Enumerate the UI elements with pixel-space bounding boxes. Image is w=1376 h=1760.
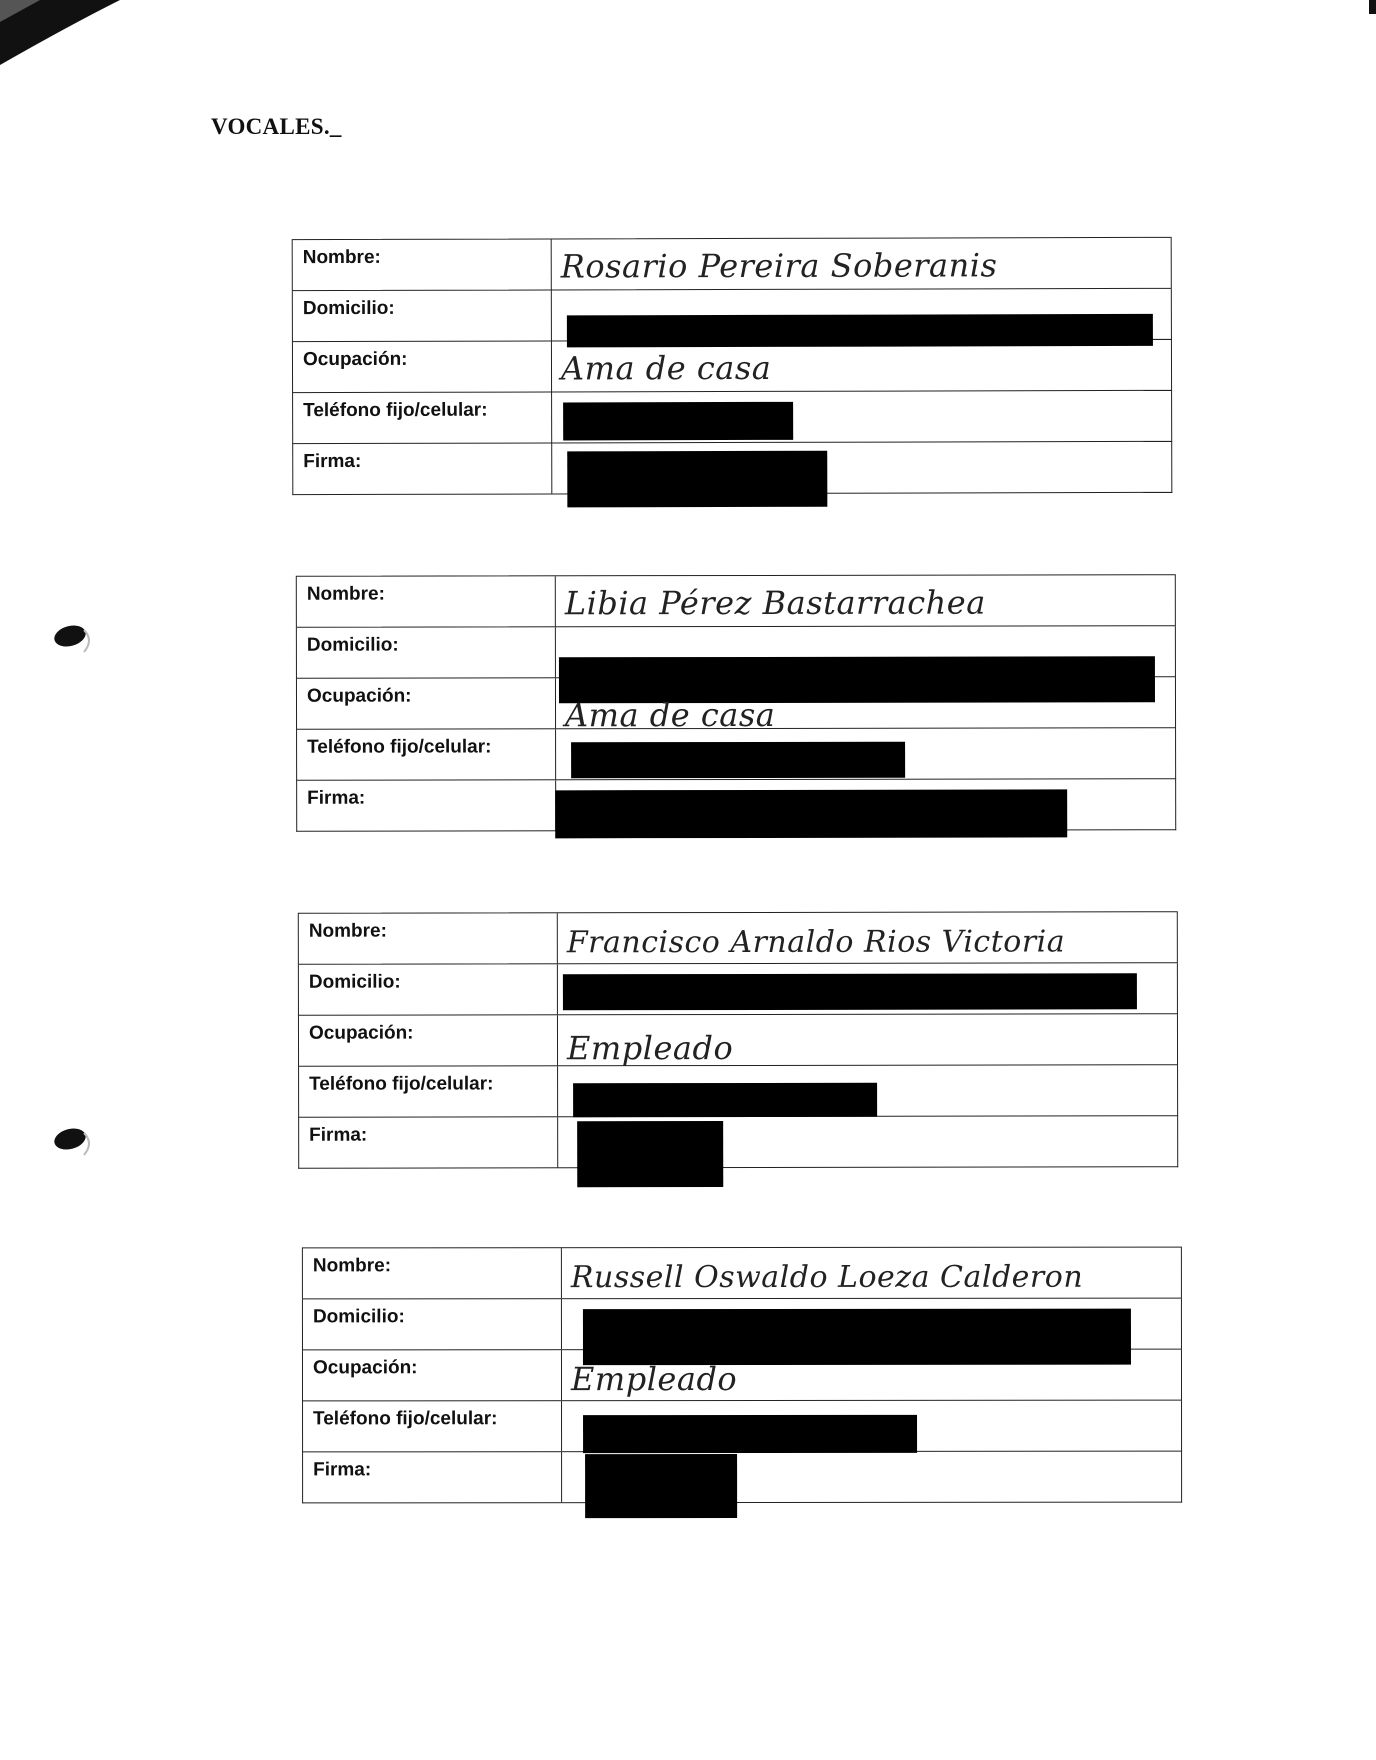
field-label: Teléfono fijo/celular: xyxy=(293,392,552,443)
field-label: Ocupación: xyxy=(303,1350,562,1400)
field-label: Teléfono fijo/celular: xyxy=(297,729,556,779)
field-label: Nombre: xyxy=(297,576,556,626)
vocal-card xyxy=(296,574,1176,832)
field-row-domicilio xyxy=(298,963,1178,1016)
occupation-handwritten: Empleado xyxy=(566,1029,734,1068)
scan-edge-mark xyxy=(1369,0,1376,14)
vocal-card xyxy=(302,1247,1182,1504)
field-label: Firma: xyxy=(299,1117,558,1167)
field-row-ocupacion xyxy=(302,1350,1182,1402)
field-row-domicilio xyxy=(302,1299,1182,1351)
field-row-nombre xyxy=(302,1247,1182,1300)
redaction-block xyxy=(571,742,905,779)
field-label: Teléfono fijo/celular: xyxy=(299,1066,558,1116)
field-row-ocupacion xyxy=(298,1014,1178,1067)
field-row-telefono xyxy=(298,1065,1178,1118)
name-handwritten: Libia Pérez Bastarrachea xyxy=(564,583,986,623)
field-row-telefono xyxy=(292,391,1172,444)
section-title: VOCALES._ xyxy=(211,114,342,139)
redaction-block xyxy=(563,402,793,441)
scan-artifact xyxy=(0,0,130,80)
field-row-ocupacion xyxy=(292,340,1172,393)
field-label: Ocupación: xyxy=(299,1015,558,1065)
punch-hole xyxy=(50,1123,94,1159)
occupation-handwritten: Ama de casa xyxy=(560,348,772,388)
field-row-firma xyxy=(298,1116,1178,1169)
field-label: Firma: xyxy=(303,1452,562,1502)
vocal-card xyxy=(292,237,1173,495)
field-label: Nombre: xyxy=(293,239,552,290)
field-row-nombre xyxy=(292,237,1172,291)
vocal-card xyxy=(298,911,1178,1169)
redaction-block xyxy=(583,1415,917,1453)
field-row-firma xyxy=(296,779,1176,832)
occupation-handwritten: Empleado xyxy=(570,1360,738,1399)
name-handwritten: Francisco Arnaldo Rios Victoria xyxy=(566,924,1066,961)
field-label: Ocupación: xyxy=(293,341,552,392)
field-label: Nombre: xyxy=(299,913,558,963)
field-row-ocupacion xyxy=(296,677,1176,735)
field-label: Firma: xyxy=(297,780,556,830)
field-label: Ocupación: xyxy=(297,678,556,728)
field-row-domicilio xyxy=(296,626,1176,679)
field-row-nombre xyxy=(298,911,1178,965)
punch-hole xyxy=(50,620,94,656)
redaction-block xyxy=(555,789,1067,838)
field-label: Domicilio: xyxy=(299,964,558,1014)
field-row-firma xyxy=(302,1452,1182,1504)
redaction-block xyxy=(585,1454,737,1518)
field-label: Teléfono fijo/celular: xyxy=(303,1401,562,1451)
field-label: Firma: xyxy=(293,443,552,494)
redaction-block xyxy=(573,1083,877,1118)
name-handwritten: Rosario Pereira Soberanis xyxy=(560,246,998,286)
field-row-firma xyxy=(292,442,1172,495)
redaction-block xyxy=(567,451,827,508)
field-label: Domicilio: xyxy=(293,290,552,341)
field-row-telefono xyxy=(302,1401,1182,1453)
occupation-handwritten: Ama de casa xyxy=(564,695,776,735)
field-label: Domicilio: xyxy=(297,627,556,677)
field-row-nombre xyxy=(296,574,1176,628)
field-row-domicilio xyxy=(292,289,1172,342)
field-row-telefono xyxy=(296,728,1176,781)
field-label: Nombre: xyxy=(303,1248,562,1298)
redaction-block xyxy=(577,1121,723,1187)
redaction-block xyxy=(563,973,1137,1010)
field-label: Domicilio: xyxy=(303,1299,562,1349)
name-handwritten: Russell Oswaldo Loeza Calderon xyxy=(570,1259,1084,1296)
